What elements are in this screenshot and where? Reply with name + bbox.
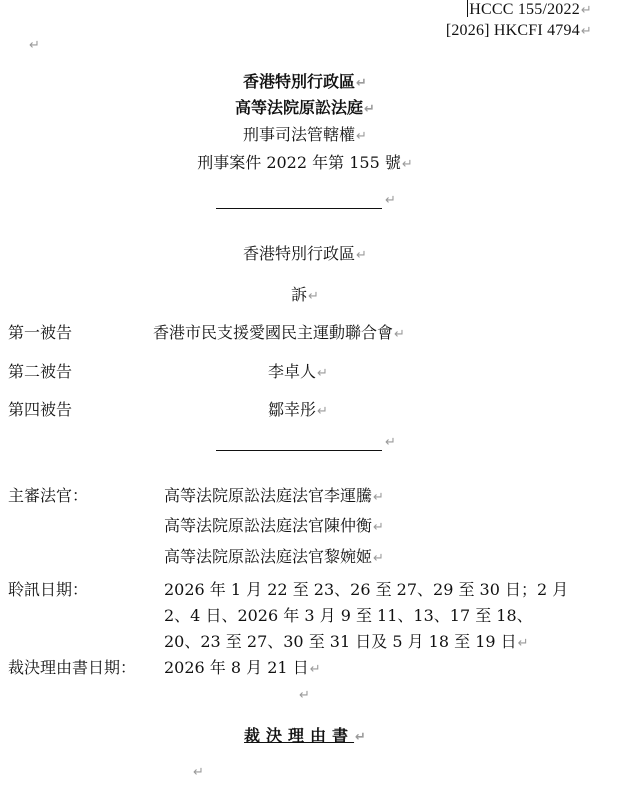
- verdict-date-value: 2026 年 8 月 21 日↵: [164, 658, 321, 677]
- paragraph-mark-icon: ↵: [193, 765, 204, 780]
- verdict-date-label: 裁決理由書日期：: [8, 658, 137, 677]
- judge-name-1: 高等法院原訟法庭法官李運騰↵: [164, 486, 384, 505]
- prosecution-party: 香港特別行政區↵: [243, 244, 367, 263]
- judge-name-2: 高等法院原訟法庭法官陳仲衡↵: [164, 516, 384, 535]
- case-reference: HCCC 155/2022↵: [469, 1, 592, 18]
- paragraph-mark-icon: ↵: [385, 193, 396, 208]
- defendant-1-role: 第一被告: [8, 323, 73, 342]
- hearing-dates-line: 20、23 至 27、30 至 31 日及 5 月 18 至 19 日↵: [164, 632, 529, 651]
- neutral-citation: [2026] HKCFI 4794↵: [445, 22, 592, 39]
- paragraph-mark-icon: ↵: [580, 24, 592, 39]
- defendant-4-name: 鄒幸彤↵: [268, 400, 328, 419]
- paragraph-mark-icon: ↵: [394, 327, 405, 342]
- hearing-dates-text: [164, 577, 604, 657]
- paragraph-mark-icon: ↵: [373, 551, 384, 566]
- paragraph-mark-icon: ↵: [401, 157, 413, 172]
- judges-label: 主審法官：: [8, 486, 89, 505]
- paragraph-mark-icon: ↵: [309, 662, 321, 677]
- hearing-dates-label: 聆訊日期：: [8, 580, 89, 599]
- paragraph-mark-icon: ↵: [317, 404, 328, 419]
- paragraph-mark-icon: ↵: [364, 102, 375, 117]
- hearing-dates-line: 2026 年 1 月 22 至 23、26 至 27、29 至 30 日；2 月: [164, 580, 569, 599]
- paragraph-mark-icon: ↵: [517, 636, 529, 651]
- judge-name-3: 高等法院原訟法庭法官黎婉姬↵: [164, 547, 384, 566]
- defendant-1-name: 香港市民支援愛國民主運動聯合會↵: [153, 323, 405, 342]
- paragraph-mark-icon: ↵: [373, 490, 384, 505]
- court-name-heading: 高等法院原訟法庭↵: [235, 98, 375, 117]
- paragraph-mark-icon: ↵: [308, 289, 319, 304]
- hearing-dates-line: 2、4 日、2026 年 3 月 9 至 11、13、17 至 18、: [164, 606, 533, 625]
- paragraph-mark-icon: ↵: [580, 3, 592, 18]
- defendant-2-name: 李卓人↵: [268, 362, 328, 381]
- defendant-4-role: 第四被告: [8, 400, 73, 419]
- defendant-2-role: 第二被告: [8, 362, 73, 381]
- jurisdiction-heading: 刑事司法管轄權↵: [243, 125, 367, 144]
- case-number-heading: 刑事案件 2022 年第 155 號↵: [197, 153, 413, 172]
- separator-line-bottom: [216, 450, 382, 451]
- paragraph-mark-icon: ↵: [356, 76, 367, 91]
- paragraph-mark-icon: ↵: [355, 730, 366, 745]
- paragraph-mark-icon: ↵: [299, 688, 310, 703]
- paragraph-mark-icon: ↵: [356, 248, 367, 263]
- paragraph-mark-icon: ↵: [373, 520, 384, 535]
- separator-line-top: [216, 208, 382, 209]
- document-title: 裁決理由書↵: [244, 726, 366, 745]
- region-heading: 香港特別行政區↵: [243, 72, 367, 91]
- paragraph-mark-icon: ↵: [29, 38, 40, 53]
- paragraph-mark-icon: ↵: [356, 129, 367, 144]
- versus-label: 訴↵: [291, 285, 319, 304]
- paragraph-mark-icon: ↵: [385, 435, 396, 450]
- paragraph-mark-icon: ↵: [317, 366, 328, 381]
